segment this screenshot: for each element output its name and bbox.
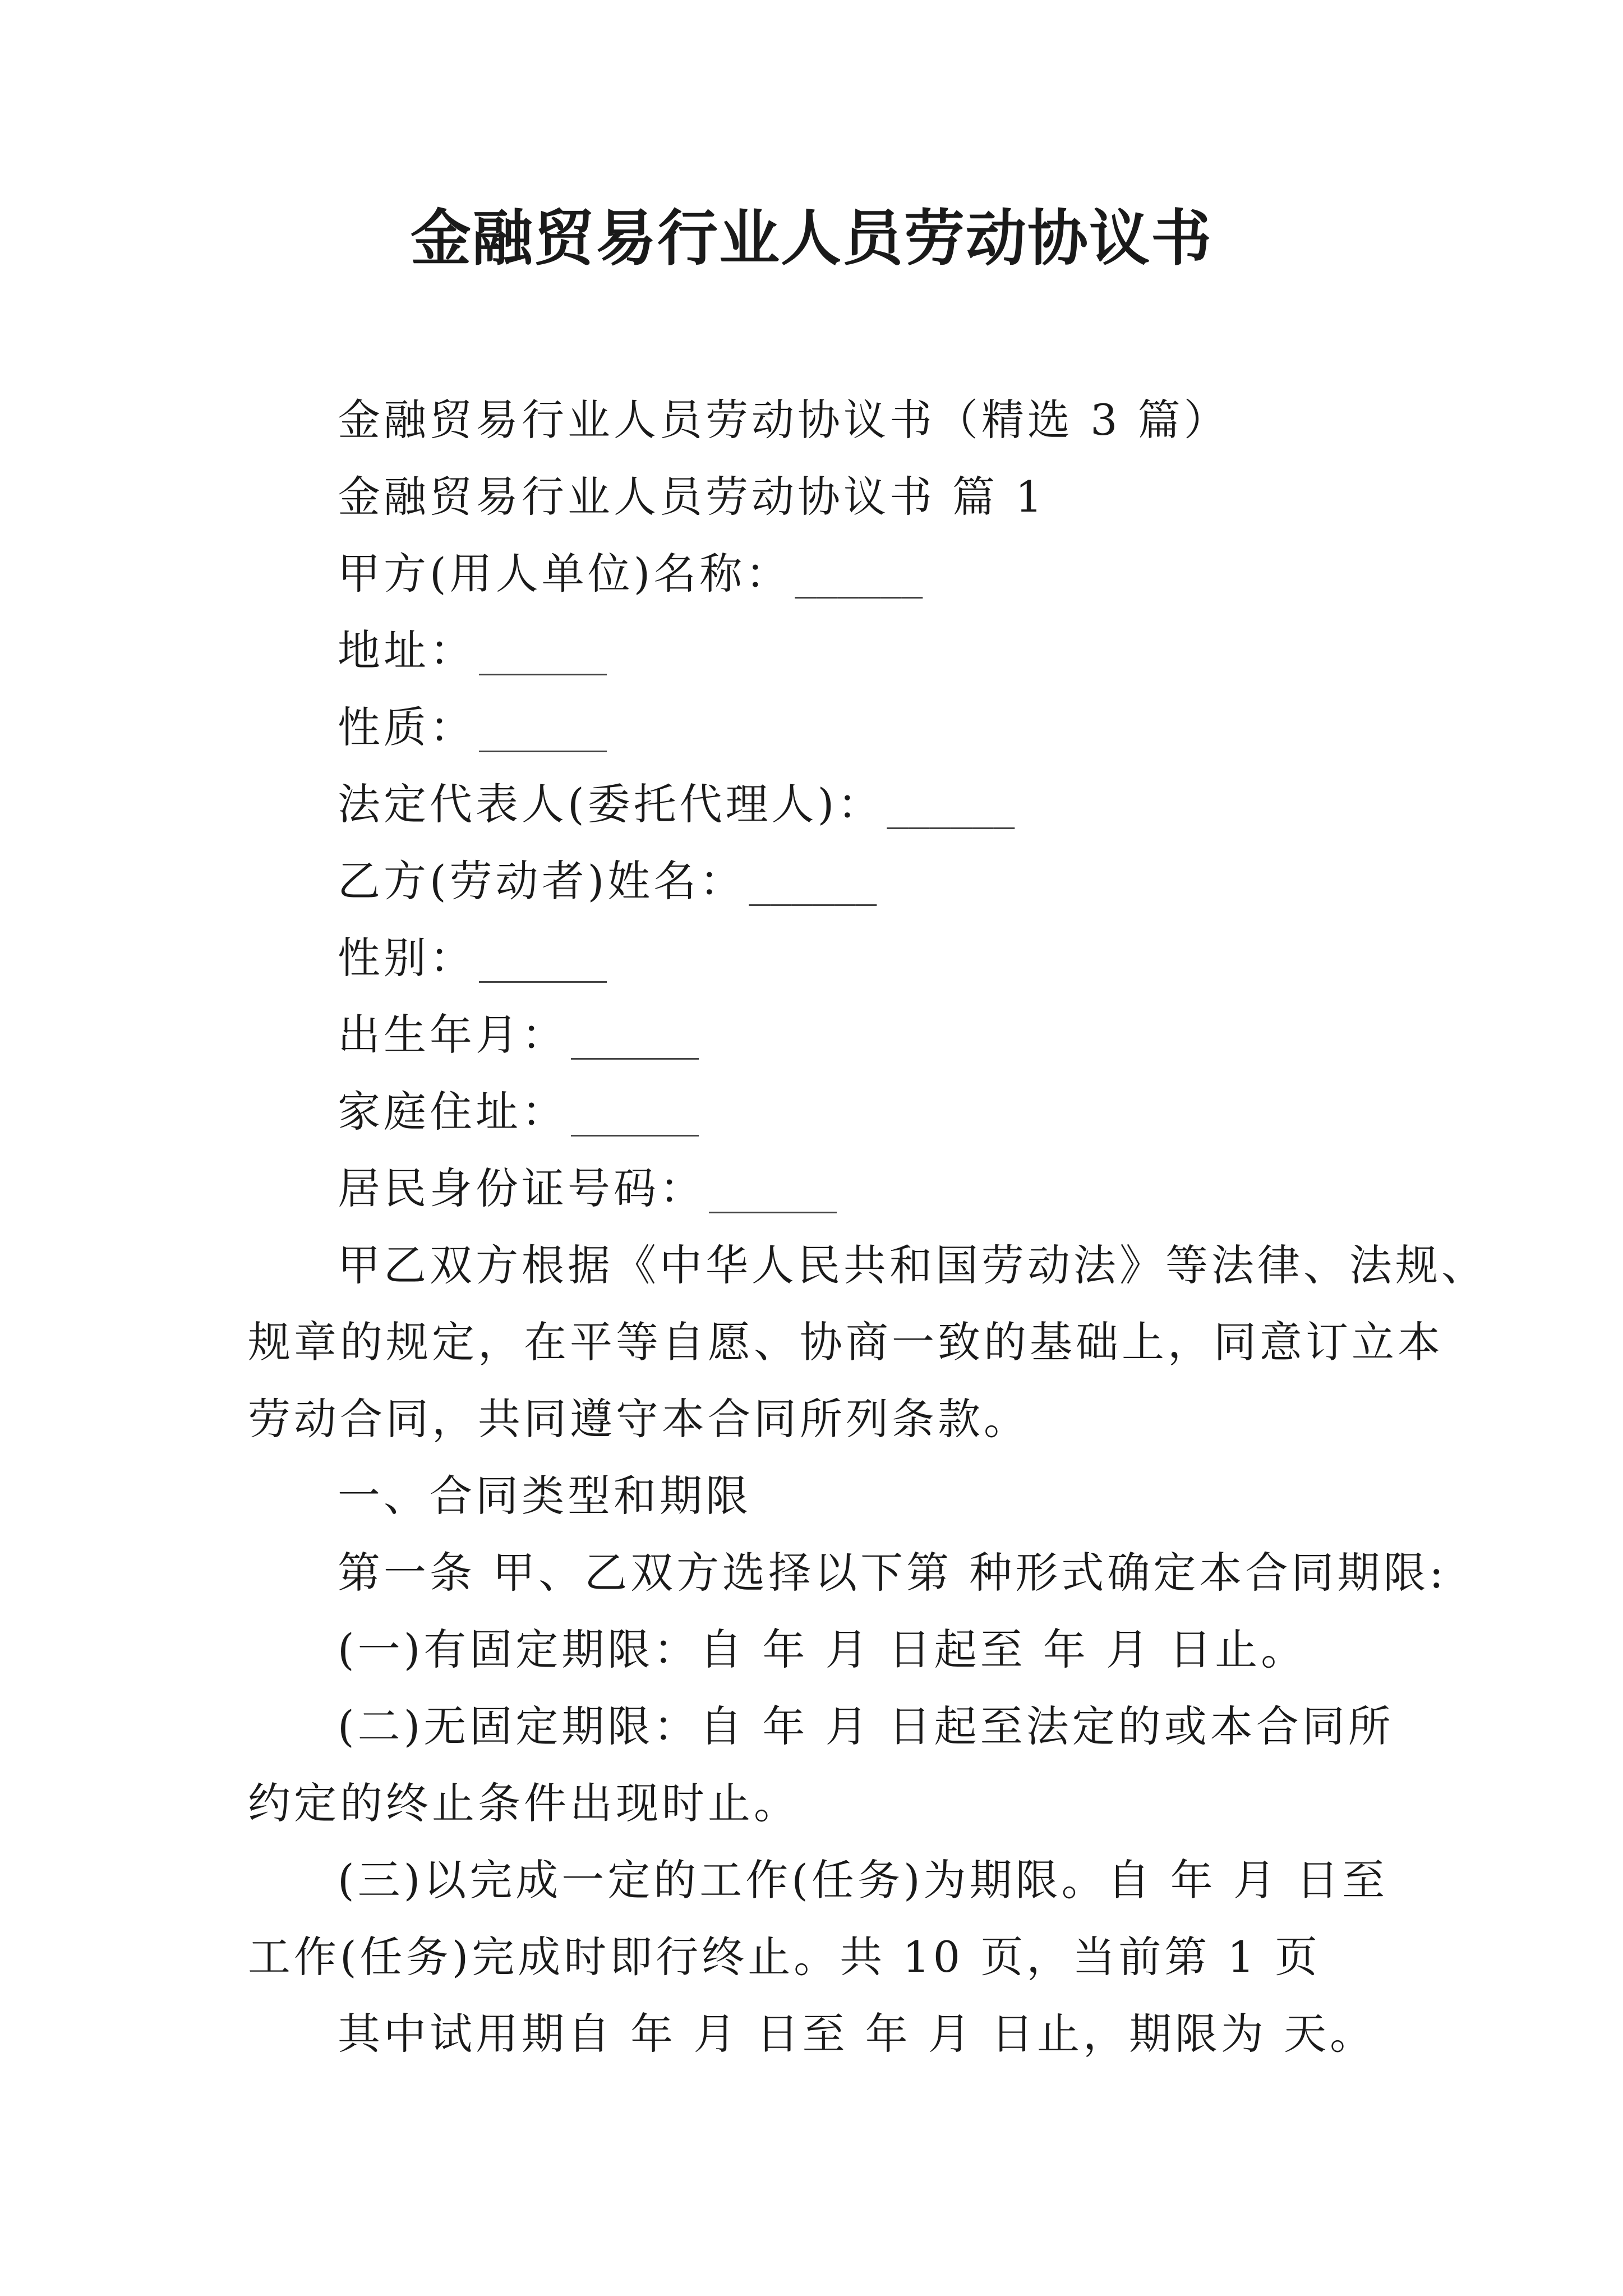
paragraph-text: 乙方(劳动者)姓名： — [338, 856, 746, 906]
paragraph-line — [248, 1688, 1392, 1765]
paragraph-text: 金融贸易行业人员劳动协议书 篇 1 — [338, 472, 1046, 522]
paragraph-line — [248, 1842, 1392, 1918]
paragraph-line — [248, 1457, 1392, 1534]
paragraph-text: 第一条 甲、乙双方选择以下第 种形式确定本合同期限: — [338, 1548, 1447, 1598]
paragraph-text: 出生年月： — [338, 1010, 568, 1060]
paragraph-text: 一、合同类型和期限 — [338, 1471, 751, 1521]
paragraph-line — [248, 766, 1392, 843]
paragraph-text: 其中试用期自 年 月 日至 年 月 日止，期限为 天。 — [338, 2009, 1376, 2059]
paragraph-line — [248, 919, 1392, 996]
paragraph-text: (三)以完成一定的工作(任务)为期限。自 年 月 日至 — [338, 1855, 1389, 1905]
fill-in-blank: ______ — [571, 1010, 699, 1060]
paragraph-text: (二)无固定期限：自 年 月 日起至法定的或本合同所 — [338, 1701, 1394, 1751]
paragraph-text: 甲方(用人单位)名称： — [338, 549, 792, 599]
paragraph-text: 约定的终止条件出现时止。 — [248, 1778, 800, 1828]
paragraph-line — [248, 535, 1392, 612]
fill-in-blank: ______ — [749, 856, 877, 906]
paragraph-line — [248, 1227, 1487, 1304]
fill-in-blank: ______ — [479, 933, 607, 983]
paragraph-line — [248, 1765, 1392, 1842]
fill-in-blank: ______ — [709, 1163, 837, 1213]
paragraph-text: 性质： — [338, 702, 476, 752]
paragraph-text: 劳动合同，共同遵守本合同所列条款。 — [248, 1394, 1030, 1444]
paragraph-text: 家庭住址： — [338, 1087, 568, 1137]
paragraph-line — [248, 996, 1392, 1073]
paragraph-line — [248, 381, 1392, 458]
fill-in-blank: ______ — [887, 779, 1015, 829]
paragraph-line — [248, 689, 1392, 766]
fill-in-blank: ______ — [479, 702, 607, 752]
paragraph-text: 规章的规定，在平等自愿、协商一致的基础上，同意订立本 — [248, 1317, 1444, 1367]
document-body — [248, 381, 1487, 2072]
paragraph-text: (一)有固定期限：自 年 月 日起至 年 月 日止。 — [338, 1625, 1307, 1674]
fill-in-blank: ______ — [479, 625, 607, 675]
paragraph-text: 甲乙双方根据《中华人民共和国劳动法》等法律、法规、 — [338, 1240, 1487, 1290]
paragraph-line — [248, 1534, 1447, 1611]
paragraph-text: 性别： — [338, 933, 476, 983]
paragraph-line — [248, 843, 1392, 919]
paragraph-line — [248, 1611, 1392, 1688]
document-title: 金融贸易行业人员劳动协议书 — [410, 203, 1212, 274]
paragraph-line — [248, 1995, 1392, 2072]
paragraph-text: 居民身份证号码： — [338, 1163, 706, 1213]
paragraph-line — [248, 1073, 1392, 1150]
paragraph-line — [248, 1150, 1392, 1227]
paragraph-text: 金融贸易行业人员劳动协议书（精选 3 篇） — [338, 395, 1230, 445]
paragraph-text: 法定代表人(委托代理人)： — [338, 779, 884, 829]
paragraph-line — [248, 1381, 1392, 1457]
paragraph-line — [248, 612, 1392, 689]
paragraph-text: 地址： — [338, 625, 476, 675]
paragraph-line — [248, 1304, 1444, 1381]
fill-in-blank: ______ — [571, 1087, 699, 1137]
fill-in-blank: ______ — [795, 549, 923, 599]
paragraph-text: 工作(任务)完成时即行终止。共 10 页，当前第 1 页 — [248, 1932, 1321, 1982]
paragraph-line — [248, 458, 1392, 535]
paragraph-line — [248, 1918, 1392, 1995]
